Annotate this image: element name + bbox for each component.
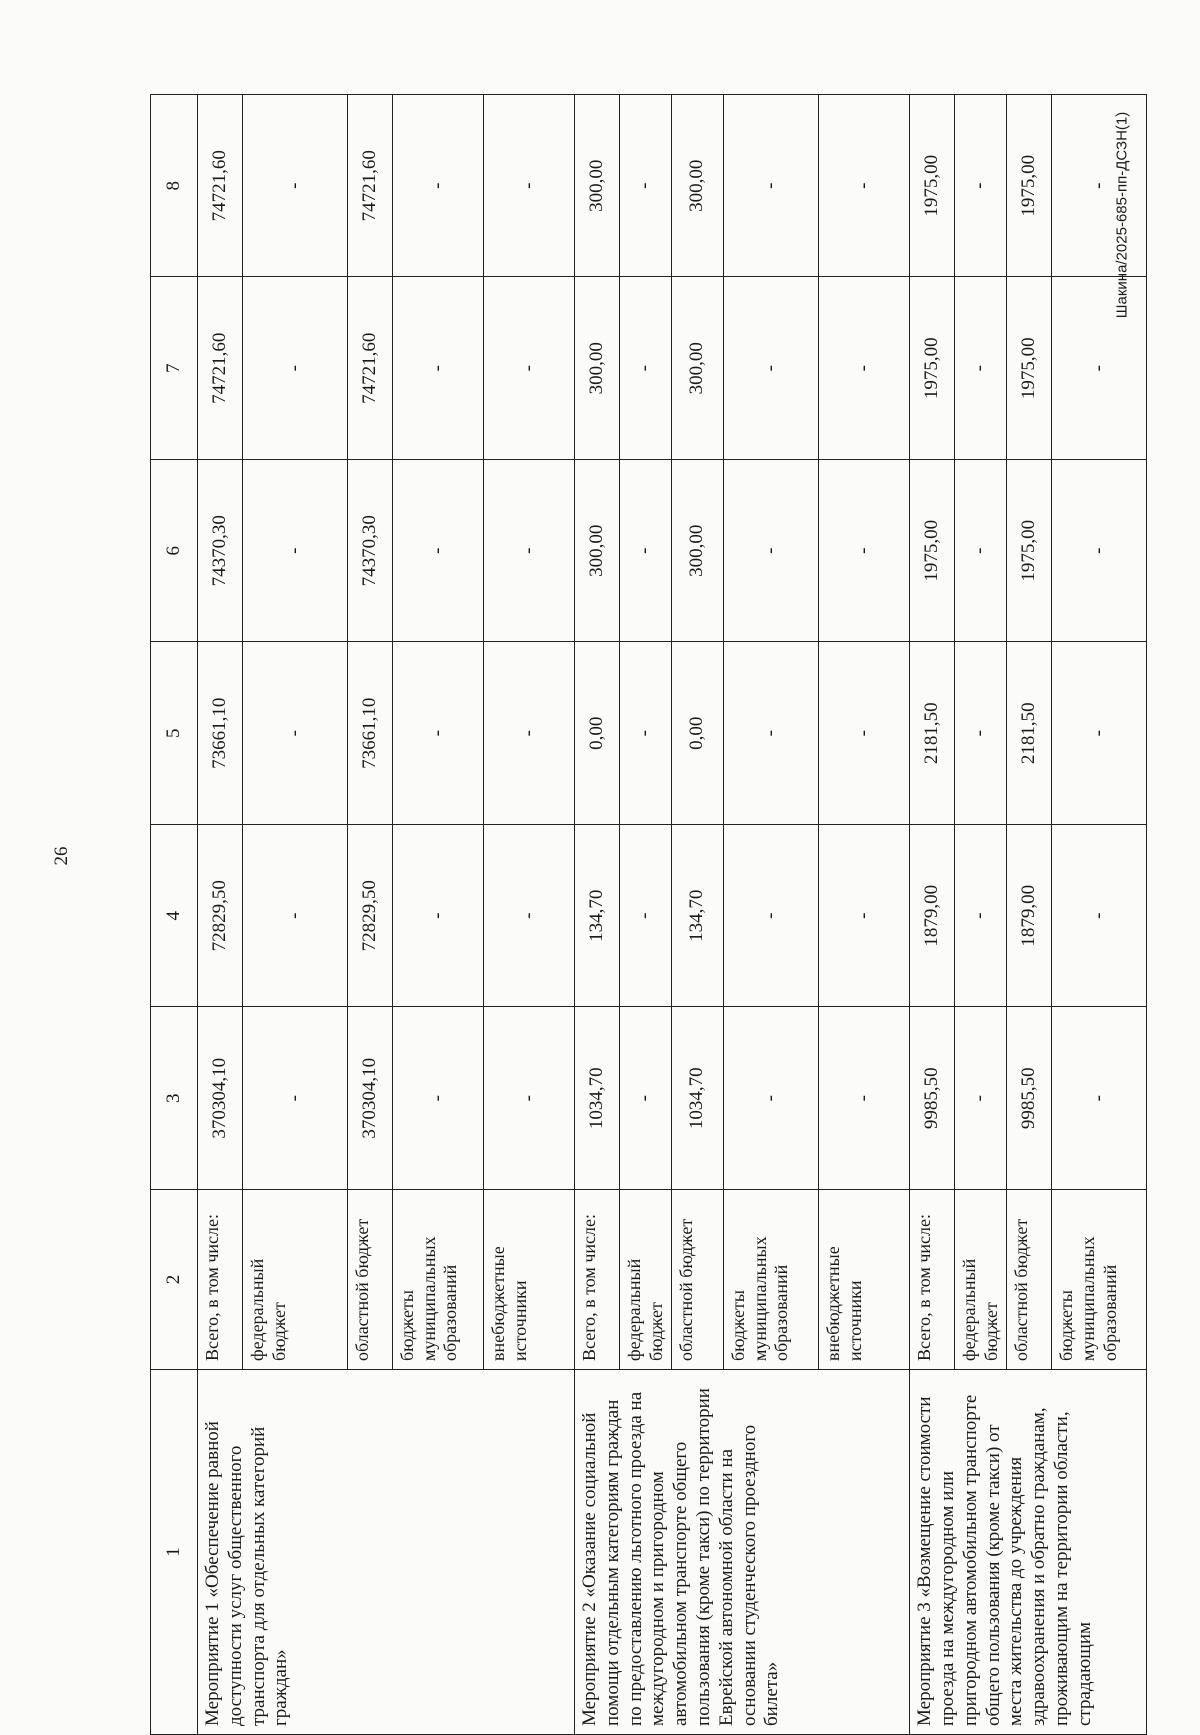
amount-cell: - [1052, 95, 1147, 278]
amount-cell: 1975,00 [910, 460, 955, 643]
amount-cell: 74721,60 [348, 95, 393, 278]
funding-source: Всего, в том числе: [910, 1190, 955, 1370]
amount-cell: 300,00 [672, 277, 724, 460]
event-description: Мероприятие 3 «Возмещение стоимости проезда на междугородном или пригородном автомобильном транспорте общего пользования (кроме такси) от места жительства до учреждения здравоохранения и обратно гражданам, проживающим на территории области, страдающим [910, 1370, 1147, 1735]
funding-source: областной бюджет [672, 1190, 724, 1370]
amount-cell: 2181,50 [1007, 642, 1052, 825]
amount-cell: - [1052, 460, 1147, 643]
amount-cell: - [620, 460, 672, 643]
amount-cell: 0,00 [672, 642, 724, 825]
funding-source: бюджеты муниципальных образований [724, 1190, 819, 1370]
amount-cell: 1879,00 [1007, 825, 1052, 1008]
column-header: 2 [151, 1190, 198, 1370]
amount-cell: 300,00 [575, 277, 620, 460]
amount-cell: - [243, 460, 348, 643]
funding-source: Всего, в том числе: [198, 1190, 243, 1370]
table-row [910, 95, 955, 1735]
column-header: 5 [151, 642, 198, 825]
table-body [198, 95, 1147, 1735]
column-header: 1 [151, 1370, 198, 1735]
amount-cell: 134,70 [672, 825, 724, 1008]
amount-cell: - [819, 642, 910, 825]
amount-cell: - [955, 460, 1007, 643]
amount-cell: - [819, 825, 910, 1008]
amount-cell: 74721,60 [198, 95, 243, 278]
amount-cell: - [484, 1007, 575, 1190]
funding-source: федеральный бюджет [620, 1190, 672, 1370]
amount-cell: 9985,50 [1007, 1007, 1052, 1190]
amount-cell: - [243, 1007, 348, 1190]
amount-cell: 300,00 [575, 95, 620, 278]
column-header: 8 [151, 95, 198, 278]
funding-source: областной бюджет [348, 1190, 393, 1370]
amount-cell: - [484, 277, 575, 460]
amount-cell: 1975,00 [910, 95, 955, 278]
amount-cell: - [1052, 642, 1147, 825]
amount-cell: - [819, 277, 910, 460]
amount-cell: 2181,50 [910, 642, 955, 825]
amount-cell: - [393, 277, 484, 460]
amount-cell: - [724, 460, 819, 643]
amount-cell: - [393, 460, 484, 643]
amount-cell: 72829,50 [348, 825, 393, 1008]
amount-cell: 73661,10 [198, 642, 243, 825]
funding-source: бюджеты муниципальных образований [393, 1190, 484, 1370]
amount-cell: 74370,30 [198, 460, 243, 643]
event-description: Мероприятие 2 «Оказание социальной помощи отдельным категориям граждан по предоставлению льготного проезда на междугородном и пригородном автомобильном транспорте общего пользования (кроме такси) по территории Еврейской автономной области на основании студенческого проездного билета» [575, 1370, 910, 1735]
table-header [151, 95, 198, 1735]
amount-cell: 1975,00 [910, 277, 955, 460]
page-number: 26 [51, 846, 72, 866]
amount-cell: 9985,50 [910, 1007, 955, 1190]
amount-cell: - [724, 277, 819, 460]
funding-source: Всего, в том числе: [575, 1190, 620, 1370]
amount-cell: 74721,60 [348, 277, 393, 460]
amount-cell: - [819, 1007, 910, 1190]
amount-cell: - [955, 95, 1007, 278]
amount-cell: - [620, 1007, 672, 1190]
amount-cell: 1975,00 [1007, 460, 1052, 643]
amount-cell: - [243, 642, 348, 825]
column-header: 4 [151, 825, 198, 1008]
amount-cell: - [620, 642, 672, 825]
funding-source: областной бюджет [1007, 1190, 1052, 1370]
amount-cell: 370304,10 [348, 1007, 393, 1190]
header-row [151, 95, 198, 1735]
amount-cell: - [620, 277, 672, 460]
amount-cell: - [1052, 277, 1147, 460]
amount-cell: - [393, 1007, 484, 1190]
amount-cell: - [243, 95, 348, 278]
amount-cell: - [724, 1007, 819, 1190]
amount-cell: - [620, 95, 672, 278]
amount-cell: 72829,50 [198, 825, 243, 1008]
budget-table [150, 94, 1147, 1735]
column-header: 3 [151, 1007, 198, 1190]
amount-cell: 0,00 [575, 642, 620, 825]
amount-cell: - [620, 825, 672, 1008]
amount-cell: - [1052, 1007, 1147, 1190]
table-row [575, 95, 620, 1735]
amount-cell: - [484, 95, 575, 278]
amount-cell: 1034,70 [672, 1007, 724, 1190]
amount-cell: - [393, 642, 484, 825]
amount-cell: - [393, 825, 484, 1008]
amount-cell: - [724, 95, 819, 278]
amount-cell: - [724, 825, 819, 1008]
funding-source: внебюджетные источники [819, 1190, 910, 1370]
amount-cell: 74721,60 [198, 277, 243, 460]
amount-cell: - [955, 825, 1007, 1008]
funding-source: внебюджетные источники [484, 1190, 575, 1370]
amount-cell: 134,70 [575, 825, 620, 1008]
event-description: Мероприятие 1 «Обеспечение равной доступности услуг общественного транспорта для отдельных категорий граждан» [198, 1370, 575, 1735]
amount-cell: - [1052, 825, 1147, 1008]
amount-cell: 1975,00 [1007, 277, 1052, 460]
table-container [150, 95, 1120, 1735]
amount-cell: 73661,10 [348, 642, 393, 825]
table-row [198, 95, 243, 1735]
amount-cell: 300,00 [672, 460, 724, 643]
amount-cell: 1034,70 [575, 1007, 620, 1190]
amount-cell: - [724, 642, 819, 825]
funding-source: федеральный бюджет [955, 1190, 1007, 1370]
amount-cell: - [243, 825, 348, 1008]
amount-cell: - [484, 825, 575, 1008]
amount-cell: - [955, 642, 1007, 825]
funding-source: бюджеты муниципальных образований [1052, 1190, 1147, 1370]
amount-cell: - [393, 95, 484, 278]
amount-cell: 1975,00 [1007, 95, 1052, 278]
amount-cell: - [955, 1007, 1007, 1190]
amount-cell: 74370,30 [348, 460, 393, 643]
amount-cell: 300,00 [672, 95, 724, 278]
amount-cell: - [819, 460, 910, 643]
document-code: Шакина/2025-685-пп-ДСЗН(1) [1113, 111, 1131, 319]
funding-source: федеральный бюджет [243, 1190, 348, 1370]
amount-cell: - [484, 460, 575, 643]
amount-cell: 1879,00 [910, 825, 955, 1008]
amount-cell: 300,00 [575, 460, 620, 643]
amount-cell: - [955, 277, 1007, 460]
amount-cell: - [484, 642, 575, 825]
column-header: 6 [151, 460, 198, 643]
amount-cell: - [243, 277, 348, 460]
column-header: 7 [151, 277, 198, 460]
amount-cell: - [819, 95, 910, 278]
amount-cell: 370304,10 [198, 1007, 243, 1190]
